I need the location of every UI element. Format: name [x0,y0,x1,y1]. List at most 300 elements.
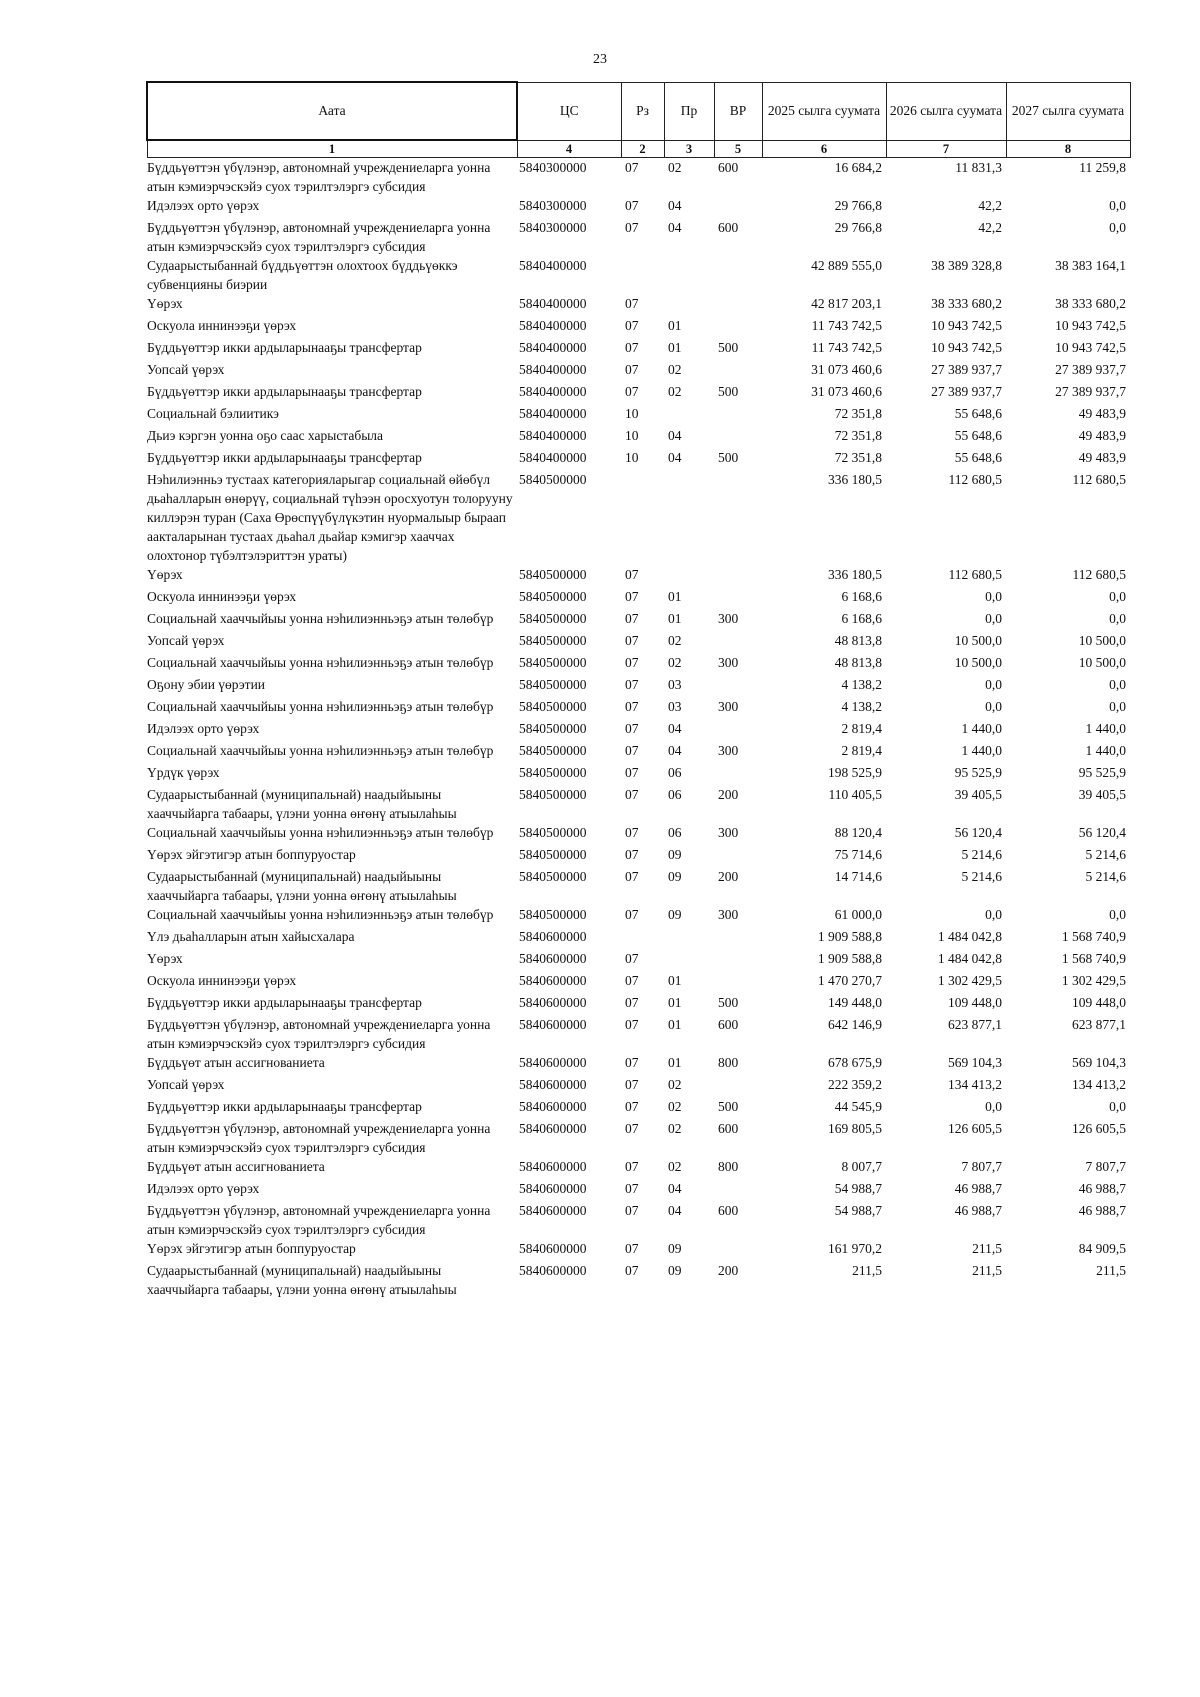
row-pr: 02 [668,384,682,399]
row-value-2027: 46 988,7 [1078,1203,1126,1218]
row-value-2026: 1 440,0 [961,743,1002,758]
row-cs: 5840500000 [519,869,587,884]
row-cs: 5840600000 [519,1181,587,1196]
row-rz: 07 [625,318,639,333]
table-row [147,905,1130,927]
row-vr: 300 [718,907,739,922]
row-value-2025: 4 138,2 [841,699,882,714]
row-value-2026: 55 648,6 [954,406,1002,421]
table-row [147,719,1130,741]
row-value-2025: 16 684,2 [834,160,882,175]
row-rz: 07 [625,907,639,922]
row-value-2026: 0,0 [985,1099,1002,1114]
row-value-2027: 0,0 [1109,589,1126,604]
row-vr: 500 [718,340,739,355]
row-rz: 07 [625,721,639,736]
row-rz: 07 [625,743,639,758]
row-value-2026: 0,0 [985,589,1002,604]
row-value-2026: 42,2 [978,198,1002,213]
row-cs: 5840600000 [519,929,587,944]
header-cs: ЦС [517,82,621,140]
row-vr [714,294,762,316]
row-value-2027: 126 605,5 [1072,1121,1126,1136]
row-vr: 600 [718,1121,739,1136]
row-value-2026: 1 484 042,8 [937,929,1002,944]
row-pr: 09 [668,1241,682,1256]
row-vr: 600 [718,160,739,175]
row-cs: 5840500000 [519,847,587,862]
row-pr: 02 [668,362,682,377]
row-cs: 5840400000 [519,296,587,311]
row-rz: 07 [625,1203,639,1218]
row-vr: 600 [718,1017,739,1032]
row-value-2025: 61 000,0 [834,907,882,922]
row-value-2026: 112 680,5 [948,567,1002,582]
row-name: Үөрэх [147,951,183,966]
row-value-2025: 1 909 588,8 [817,951,882,966]
row-value-2026: 46 988,7 [954,1181,1002,1196]
row-pr: 01 [668,1055,682,1070]
row-value-2026: 27 389 937,7 [931,362,1002,377]
row-cs: 5840400000 [519,318,587,333]
row-value-2025: 8 007,7 [841,1159,882,1174]
row-vr [714,719,762,741]
row-value-2025: 72 351,8 [834,406,882,421]
row-rz: 07 [625,384,639,399]
row-pr: 09 [668,847,682,862]
table-row [147,1261,1130,1299]
row-vr [714,404,762,426]
row-rz: 07 [625,995,639,1010]
row-pr: 03 [668,699,682,714]
row-pr [664,294,714,316]
row-value-2027: 7 807,7 [1085,1159,1126,1174]
table-row [147,360,1130,382]
row-rz: 07 [625,765,639,780]
row-value-2025: 72 351,8 [834,450,882,465]
row-value-2027: 0,0 [1109,611,1126,626]
table-row [147,158,1130,197]
row-vr: 300 [718,743,739,758]
row-cs: 5840500000 [519,765,587,780]
row-value-2025: 6 168,6 [841,589,882,604]
row-cs: 5840500000 [519,567,587,582]
row-cs: 5840500000 [519,825,587,840]
row-rz: 07 [625,160,639,175]
table-row [147,1119,1130,1157]
row-name: Оскуола иннинээҕи үөрэх [147,973,297,988]
row-cs: 5840500000 [519,472,587,487]
table-header [147,82,1130,158]
row-value-2027: 112 680,5 [1072,567,1126,582]
row-cs: 5840500000 [519,743,587,758]
row-pr: 04 [668,220,682,235]
row-value-2025: 11 743 742,5 [811,340,882,355]
row-vr [714,256,762,294]
row-cs: 5840500000 [519,611,587,626]
row-name: Бүддьүөттэр икки ардыларынааҕы трансфертар [147,1099,422,1114]
table-row [147,1075,1130,1097]
row-pr [664,927,714,949]
row-name: Бүддьүөттэн үбүлэнэр, автономнай учреждениеларга уонна атын кэмиэрчэскэйэ суох тэрилтэлэргэ субсидия [147,160,491,194]
row-value-2027: 623 877,1 [1072,1017,1126,1032]
row-value-2025: 29 766,8 [834,220,882,235]
row-name: Бүддьүөттэн үбүлэнэр, автономнай учреждениеларга уонна атын кэмиэрчэскэйэ суох тэрилтэлэргэ субсидия [147,1203,491,1237]
row-cs: 5840400000 [519,362,587,377]
row-value-2025: 678 675,9 [828,1055,882,1070]
row-value-2026: 569 104,3 [948,1055,1002,1070]
row-rz: 07 [625,362,639,377]
row-rz: 07 [625,787,639,802]
table-row [147,1015,1130,1053]
row-cs: 5840600000 [519,951,587,966]
row-rz: 07 [625,340,639,355]
table-row [147,587,1130,609]
row-rz: 07 [625,699,639,714]
row-value-2025: 222 359,2 [828,1077,882,1092]
row-rz: 10 [625,428,639,443]
row-value-2027: 0,0 [1109,220,1126,235]
row-name: Идэлээх орто үөрэх [147,198,260,213]
row-value-2025: 149 448,0 [828,995,882,1010]
row-value-2025: 72 351,8 [834,428,882,443]
row-value-2026: 5 214,6 [961,847,1002,862]
row-name: Нэһилиэнньэ тустаах категорияларыгар социальнай өйөбүл дьаһалларын өнөрүү, социальнай түһээн оросхуотун толорууну киллэрэн туран (Саха Өрөспүүбүлүкэтин нуормалыыр быраап аакталарынан тустаах дьаһал дьайар кэмигэр хааччах олохтонор түбэлтэлэриттэн ураты) [147,472,513,563]
row-vr: 500 [718,384,739,399]
row-value-2027: 0,0 [1109,907,1126,922]
row-name: Бүддьүөттэн үбүлэнэр, автономнай учреждениеларга уонна атын кэмиэрчэскэйэ суох тэрилтэлэргэ субсидия [147,1017,491,1051]
row-value-2027: 134 413,2 [1072,1077,1126,1092]
row-name: Оскуола иннинээҕи үөрэх [147,589,297,604]
row-cs: 5840500000 [519,699,587,714]
row-vr [714,360,762,382]
row-pr [664,565,714,587]
table-row [147,382,1130,404]
row-value-2027: 10 500,0 [1078,633,1126,648]
row-pr: 06 [668,787,682,802]
row-value-2026: 11 831,3 [955,160,1002,175]
table-row [147,316,1130,338]
row-pr: 01 [668,1017,682,1032]
row-vr: 500 [718,995,739,1010]
row-vr: 200 [718,1263,739,1278]
row-value-2027: 1 568 740,9 [1061,929,1126,944]
table-row [147,470,1130,565]
row-name: Социальнай хааччыйыы уонна нэһилиэнньэҕэ атын төлөбүр [147,825,494,840]
row-rz: 07 [625,973,639,988]
row-value-2025: 161 970,2 [828,1241,882,1256]
row-pr: 04 [668,743,682,758]
row-value-2026: 0,0 [985,699,1002,714]
row-vr: 200 [718,869,739,884]
budget-table [146,81,1131,1299]
row-value-2025: 42 889 555,0 [811,258,882,273]
row-value-2026: 211,5 [972,1263,1002,1278]
row-rz: 07 [625,1077,639,1092]
row-rz: 07 [625,869,639,884]
row-value-2025: 14 714,6 [834,869,882,884]
row-name: Үөрэх эйгэтигэр атын боппуруостар [147,1241,356,1256]
row-cs: 5840400000 [519,428,587,443]
row-pr: 09 [668,869,682,884]
row-rz: 07 [625,655,639,670]
row-value-2027: 10 943 742,5 [1055,318,1126,333]
table-row [147,609,1130,631]
header-num-rz: 2 [621,140,664,158]
row-cs: 5840600000 [519,1055,587,1070]
row-rz: 07 [625,198,639,213]
row-cs: 5840600000 [519,1263,587,1278]
table-row [147,949,1130,971]
row-vr: 600 [718,220,739,235]
row-value-2026: 5 214,6 [961,869,1002,884]
row-vr [714,631,762,653]
table-row [147,1157,1130,1179]
table-row [147,631,1130,653]
row-value-2027: 5 214,6 [1085,869,1126,884]
row-name: Судаарыстыбаннай (муниципальнай) наадыйыыны хааччыйарга табаары, үлэни уонна өҥөнү атыылаһыы [147,869,457,903]
row-value-2025: 48 813,8 [834,633,882,648]
row-name: Бүддьүөт атын ассигнованиета [147,1055,325,1070]
header-num-2026: 7 [886,140,1006,158]
row-value-2025: 2 819,4 [841,721,882,736]
row-vr: 200 [718,787,739,802]
row-value-2027: 5 214,6 [1085,847,1126,862]
row-value-2026: 1 440,0 [961,721,1002,736]
row-pr: 02 [668,655,682,670]
row-value-2025: 169 805,5 [828,1121,882,1136]
table-row [147,196,1130,218]
row-value-2027: 49 483,9 [1078,428,1126,443]
row-value-2027: 49 483,9 [1078,450,1126,465]
row-cs: 5840400000 [519,450,587,465]
row-cs: 5840600000 [519,1203,587,1218]
row-value-2027: 211,5 [1096,1263,1126,1278]
row-name: Оҕону эбии үөрэтии [147,677,266,692]
row-rz: 07 [625,825,639,840]
row-cs: 5840500000 [519,655,587,670]
row-name: Бүддьүөттэр икки ардыларынааҕы трансфертар [147,995,422,1010]
row-value-2027: 0,0 [1109,1099,1126,1114]
table-row [147,1201,1130,1239]
row-value-2026: 46 988,7 [954,1203,1002,1218]
row-name: Бүддьүөттэр икки ардыларынааҕы трансфертар [147,450,422,465]
row-name: Үөрэх эйгэтигэр атын боппуруостар [147,847,356,862]
row-value-2026: 55 648,6 [954,450,1002,465]
row-cs: 5840500000 [519,721,587,736]
row-vr [714,1239,762,1261]
row-vr [714,1179,762,1201]
row-value-2025: 75 714,6 [834,847,882,862]
row-value-2026: 38 333 680,2 [931,296,1002,311]
row-pr: 01 [668,995,682,1010]
row-value-2025: 31 073 460,6 [811,384,882,399]
row-name: Бүддьүөттэр икки ардыларынааҕы трансфертар [147,384,422,399]
row-vr [714,565,762,587]
row-value-2027: 0,0 [1109,198,1126,213]
row-rz: 07 [625,589,639,604]
row-vr: 500 [718,1099,739,1114]
row-pr [664,470,714,565]
row-rz: 07 [625,1055,639,1070]
row-value-2025: 1 909 588,8 [817,929,882,944]
row-pr: 01 [668,318,682,333]
row-name: Бүддьүөттэн үбүлэнэр, автономнай учреждениеларга уонна атын кэмиэрчэскэйэ суох тэрилтэлэргэ субсидия [147,1121,491,1155]
row-vr: 800 [718,1159,739,1174]
row-value-2026: 7 807,7 [961,1159,1002,1174]
row-rz: 07 [625,1099,639,1114]
row-value-2027: 39 405,5 [1078,787,1126,802]
row-value-2026: 42,2 [978,220,1002,235]
table-row [147,1097,1130,1119]
row-value-2025: 54 988,7 [834,1181,882,1196]
row-rz [621,256,664,294]
row-pr: 01 [668,340,682,355]
row-pr: 02 [668,1077,682,1092]
header-num-name: 1 [147,140,517,158]
row-vr [714,971,762,993]
row-name: Бүддьүөттэн үбүлэнэр, автономнай учреждениеларга уонна атын кэмиэрчэскэйэ суох тэрилтэлэргэ субсидия [147,220,491,254]
row-value-2025: 4 138,2 [841,677,882,692]
row-pr: 04 [668,428,682,443]
header-2025: 2025 сылга суумата [762,82,886,140]
row-name: Үлэ дьаһалларын атын хайысхалара [147,929,355,944]
row-value-2026: 38 389 328,8 [931,258,1002,273]
table-row [147,1053,1130,1075]
header-vr: ВР [714,82,762,140]
table-row [147,565,1130,587]
row-rz: 07 [625,1017,639,1032]
row-value-2026: 623 877,1 [948,1017,1002,1032]
header-pr: Пр [664,82,714,140]
row-pr [664,949,714,971]
row-cs: 5840300000 [519,220,587,235]
row-value-2025: 110 405,5 [828,787,882,802]
row-cs: 5840600000 [519,1017,587,1032]
row-vr [714,845,762,867]
row-value-2025: 2 819,4 [841,743,882,758]
header-num-cs: 4 [517,140,621,158]
header-num-2027: 8 [1006,140,1130,158]
row-value-2025: 198 525,9 [828,765,882,780]
row-pr: 06 [668,825,682,840]
header-rz: Рз [621,82,664,140]
table-row [147,823,1130,845]
row-cs: 5840500000 [519,677,587,692]
row-vr [714,196,762,218]
row-rz: 07 [625,847,639,862]
table-row [147,218,1130,256]
row-value-2027: 10 500,0 [1078,655,1126,670]
row-value-2027: 1 302 429,5 [1061,973,1126,988]
row-value-2027: 11 259,8 [1079,160,1126,175]
row-vr: 800 [718,1055,739,1070]
row-value-2026: 27 389 937,7 [931,384,1002,399]
row-value-2027: 10 943 742,5 [1055,340,1126,355]
row-pr: 02 [668,160,682,175]
row-value-2027: 1 440,0 [1085,743,1126,758]
table-row [147,1179,1130,1201]
row-cs: 5840500000 [519,633,587,648]
row-name: Социальнай хааччыйыы уонна нэһилиэнньэҕэ атын төлөбүр [147,907,494,922]
row-value-2025: 642 146,9 [828,1017,882,1032]
row-value-2027: 49 483,9 [1078,406,1126,421]
row-vr [714,675,762,697]
row-value-2026: 10 943 742,5 [931,318,1002,333]
row-cs: 5840600000 [519,1099,587,1114]
row-cs: 5840500000 [519,589,587,604]
row-name: Судаарыстыбаннай (муниципальнай) наадыйыыны хааччыйарга табаары, үлэни уонна өҥөнү атыылаһыы [147,1263,457,1297]
row-value-2027: 1 568 740,9 [1061,951,1126,966]
row-name: Социальнай хааччыйыы уонна нэһилиэнньэҕэ атын төлөбүр [147,743,494,758]
row-value-2025: 1 470 270,7 [817,973,882,988]
row-value-2026: 10 500,0 [954,655,1002,670]
row-pr: 09 [668,1263,682,1278]
row-vr: 600 [718,1203,739,1218]
row-name: Үөрэх [147,296,183,311]
row-value-2027: 27 389 937,7 [1055,384,1126,399]
row-cs: 5840400000 [519,258,587,273]
row-value-2026: 126 605,5 [948,1121,1002,1136]
row-rz [621,927,664,949]
table-row [147,1239,1130,1261]
row-pr: 01 [668,973,682,988]
row-pr: 02 [668,633,682,648]
row-pr: 01 [668,611,682,626]
row-cs: 5840400000 [519,406,587,421]
row-value-2025: 336 180,5 [828,567,882,582]
row-cs: 5840600000 [519,1241,587,1256]
row-value-2025: 6 168,6 [841,611,882,626]
row-vr [714,587,762,609]
table-row [147,256,1130,294]
row-value-2026: 55 648,6 [954,428,1002,443]
row-value-2026: 134 413,2 [948,1077,1002,1092]
row-cs: 5840600000 [519,1077,587,1092]
row-rz: 07 [625,1159,639,1174]
row-pr: 04 [668,1181,682,1196]
row-vr [714,470,762,565]
row-vr [714,426,762,448]
row-pr: 02 [668,1159,682,1174]
row-name: Идэлээх орто үөрэх [147,721,260,736]
row-value-2026: 56 120,4 [954,825,1002,840]
row-pr: 03 [668,677,682,692]
row-value-2026: 1 484 042,8 [937,951,1002,966]
row-rz: 07 [625,1181,639,1196]
row-name: Уопсай үөрэх [147,633,225,648]
row-name: Судаарыстыбаннай (муниципальнай) наадыйыыны хааччыйарга табаары, үлэни уонна өҥөнү атыылаһыы [147,787,457,821]
header-num-pr: 3 [664,140,714,158]
row-vr [714,1075,762,1097]
row-name: Социальнай бэлиитикэ [147,406,279,421]
row-name: Социальнай хааччыйыы уонна нэһилиэнньэҕэ атын төлөбүр [147,655,494,670]
row-value-2025: 88 120,4 [834,825,882,840]
row-value-2027: 46 988,7 [1078,1181,1126,1196]
header-num-2025: 6 [762,140,886,158]
row-pr [664,256,714,294]
page-number: 23 [593,52,607,67]
table-row [147,426,1130,448]
row-value-2025: 336 180,5 [828,472,882,487]
row-value-2026: 1 302 429,5 [937,973,1002,988]
row-name: Социальнай хааччыйыы уонна нэһилиэнньэҕэ атын төлөбүр [147,611,494,626]
row-vr [714,763,762,785]
table-body [147,158,1130,1300]
row-vr: 300 [718,699,739,714]
row-value-2027: 1 440,0 [1085,721,1126,736]
row-rz: 07 [625,1263,639,1278]
